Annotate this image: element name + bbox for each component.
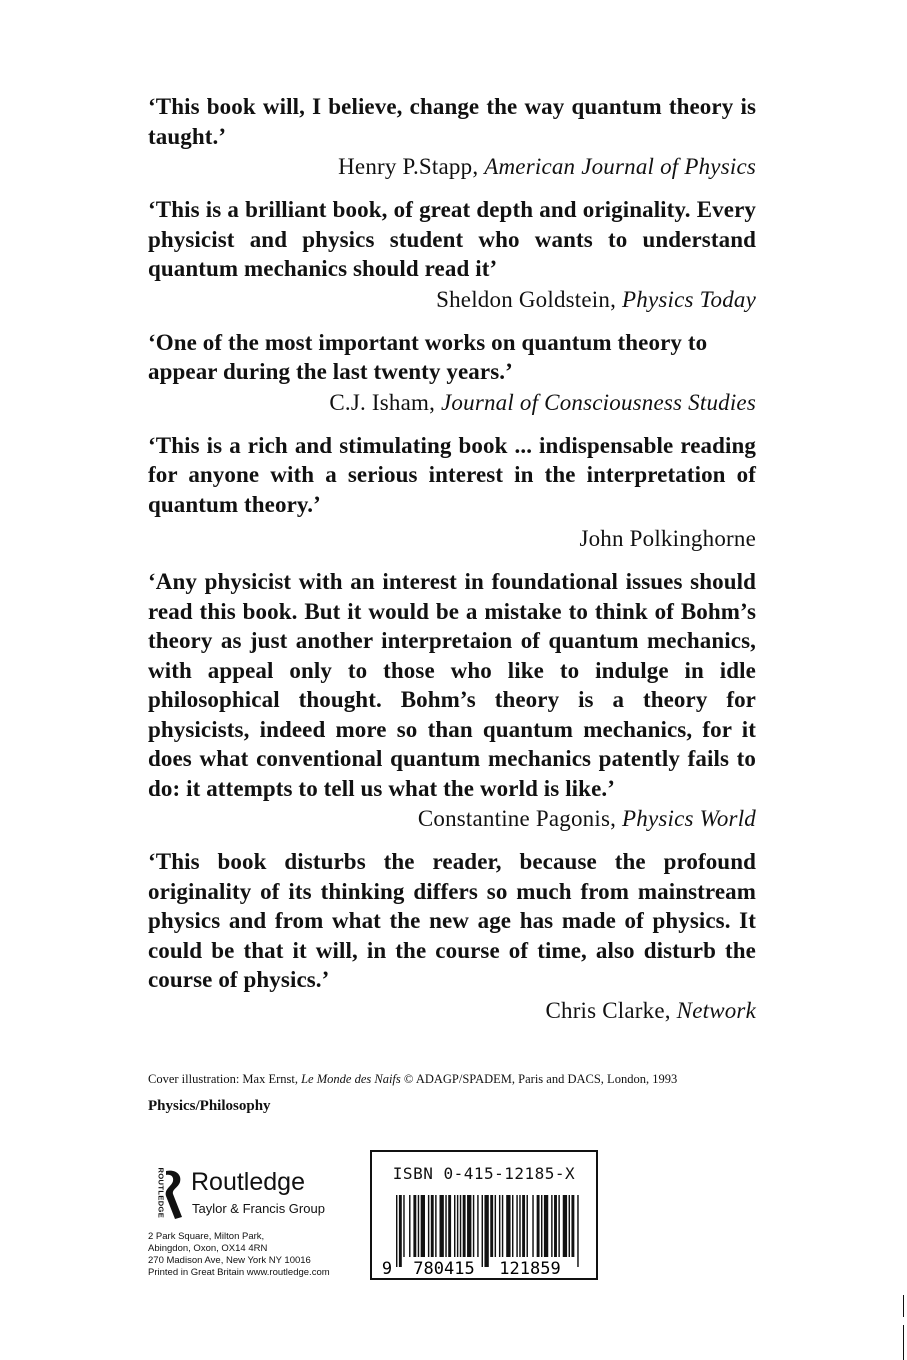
barcode-bar	[519, 1195, 520, 1257]
barcode-bar	[558, 1195, 559, 1257]
review-author: Chris Clarke,	[545, 997, 677, 1023]
review-quote: ‘This book disturbs the reader, because the profound originality of its thinking differs so much from mainstream physics and from what the new age has made of physics. It could be that it will, in the course of time, also disturb the course of physics.’	[148, 849, 756, 992]
address-line: 2 Park Square, Milton Park,	[148, 1231, 265, 1242]
address-line: Printed in Great Britain www.routledge.com	[148, 1267, 330, 1278]
barcode-bar	[396, 1195, 397, 1267]
barcode-bar	[571, 1195, 574, 1257]
barcode-bar	[490, 1195, 493, 1257]
barcode-bar	[421, 1195, 425, 1257]
crop-mark	[903, 1295, 904, 1317]
barcode-bar	[482, 1195, 483, 1267]
review-isham	[148, 328, 756, 418]
barcode-bar	[463, 1195, 466, 1257]
barcode-bar	[569, 1195, 570, 1257]
credit-prefix: Cover illustration: Max Ernst,	[148, 1072, 302, 1086]
publisher-logo	[148, 1168, 348, 1228]
barcode-bar	[516, 1195, 517, 1257]
review-attribution	[148, 151, 756, 182]
barcode-bar	[484, 1195, 488, 1267]
barcode-bar	[403, 1195, 404, 1257]
barcode-bar	[418, 1195, 419, 1257]
barcode-bar	[454, 1195, 455, 1257]
barcode-bar	[473, 1195, 474, 1257]
barcode-bar	[409, 1195, 410, 1257]
barcode-bar	[537, 1195, 540, 1257]
ean-right-digits: 121859	[499, 1259, 561, 1277]
subject-category: Physics/Philosophy	[148, 1098, 271, 1114]
review-goldstein	[148, 195, 756, 315]
review-source: Physics World	[622, 806, 756, 831]
ean-first-digit: 9	[381, 1259, 393, 1277]
review-attribution	[148, 803, 756, 834]
review-quote: ‘This book will, I believe, change the way quantum theory is taught.’	[148, 94, 756, 149]
routledge-mark-icon	[162, 1169, 186, 1221]
review-author: C.J. Isham,	[329, 389, 442, 415]
isbn-barcode-box	[370, 1150, 598, 1280]
barcode-bar	[457, 1195, 458, 1257]
logo-vertical-text: ROUTLEDGE	[156, 1167, 166, 1219]
barcode-bar	[512, 1195, 513, 1257]
barcode-bar	[435, 1195, 436, 1257]
review-quote: ‘One of the most important works on quantum theory to appear during the last twenty years.’	[148, 329, 708, 384]
barcode-bar	[477, 1195, 478, 1257]
barcode-bar	[460, 1195, 461, 1257]
barcode-bar	[399, 1195, 402, 1267]
review-attribution	[148, 284, 756, 315]
barcode-bar	[431, 1195, 434, 1257]
review-attribution	[148, 995, 756, 1026]
barcode-bar	[527, 1195, 528, 1257]
barcode-bar	[551, 1195, 552, 1257]
barcode-icon	[380, 1195, 590, 1277]
review-quote: ‘This is a rich and stimulating book ... indispensable reading for anyone with a serious interest in the interpretation of quantum theory.’	[148, 432, 756, 517]
review-author: Constantine Pagonis,	[417, 806, 622, 831]
barcode-bar	[448, 1195, 451, 1257]
barcode-bar	[495, 1195, 496, 1257]
review-source: Physics Today	[622, 286, 756, 312]
barcode-bar	[506, 1195, 510, 1257]
address-line: 270 Madison Ave, New York NY 10016	[148, 1255, 311, 1266]
barcode-bar	[502, 1195, 503, 1257]
barcode-bar	[428, 1195, 429, 1257]
credit-work: Le Monde des Naifs	[301, 1072, 401, 1086]
credit-suffix: © ADAGP/SPADEM, Paris and DACS, London, 1993	[400, 1072, 678, 1086]
barcode-bar	[467, 1195, 471, 1257]
address-line: Abingdon, Oxon, OX14 4RN	[148, 1243, 268, 1254]
barcode-bar	[440, 1195, 444, 1257]
isbn-label: ISBN 0-415-12185-X	[392, 1164, 576, 1183]
review-stapp	[148, 92, 756, 182]
barcode-bar	[522, 1195, 525, 1257]
barcode-bar	[544, 1195, 548, 1257]
review-source: Network	[676, 997, 756, 1023]
review-clarke	[148, 847, 756, 1026]
barcode-bar	[563, 1195, 567, 1257]
barcode-bar	[554, 1195, 557, 1257]
barcode-bar	[445, 1195, 446, 1257]
review-attribution	[148, 523, 756, 554]
barcode-bar	[577, 1195, 578, 1267]
reviews-column	[148, 92, 756, 1039]
crop-mark	[903, 1325, 904, 1360]
review-author: Henry P.Stapp,	[338, 154, 485, 179]
ean-left-digits: 780415	[413, 1259, 475, 1277]
publisher-name: Routledge	[191, 1168, 305, 1196]
review-quote: ‘This is a brilliant book, of great depth and originality. Every physicist and physics student who wants to understand quantum mechanics should read it’	[148, 197, 756, 281]
barcode-bar	[541, 1195, 542, 1257]
review-quote: ‘Any physicist with an interest in foundational issues should read this book. But it would be a mistake to think of Bohm’s theory as just another interpretaion of quantum mechanics, with appeal only to those who like to indulge in idle philosophical thought. Bohm’s theory is a theory for physicists, indeed more so than quantum mechanics, for it does what conventional quantum mechanics patently fails to do: it attempts to tell us what the world is like.’	[148, 569, 756, 801]
cover-credit	[148, 1071, 768, 1087]
publisher-group: Taylor & Francis Group	[192, 1201, 325, 1216]
review-author: Sheldon Goldstein,	[436, 286, 622, 312]
review-source: Journal of Consciousness Studies	[441, 389, 756, 415]
publisher-address	[148, 1231, 368, 1279]
barcode-bar	[413, 1195, 416, 1257]
review-pagonis	[148, 567, 756, 834]
review-polkinghorne	[148, 431, 756, 555]
barcode-bar	[532, 1195, 533, 1257]
review-author: John Polkinghorne	[579, 526, 756, 551]
review-source: American Journal of Physics	[484, 154, 756, 179]
barcode-bar	[499, 1195, 500, 1257]
review-attribution	[148, 387, 756, 418]
